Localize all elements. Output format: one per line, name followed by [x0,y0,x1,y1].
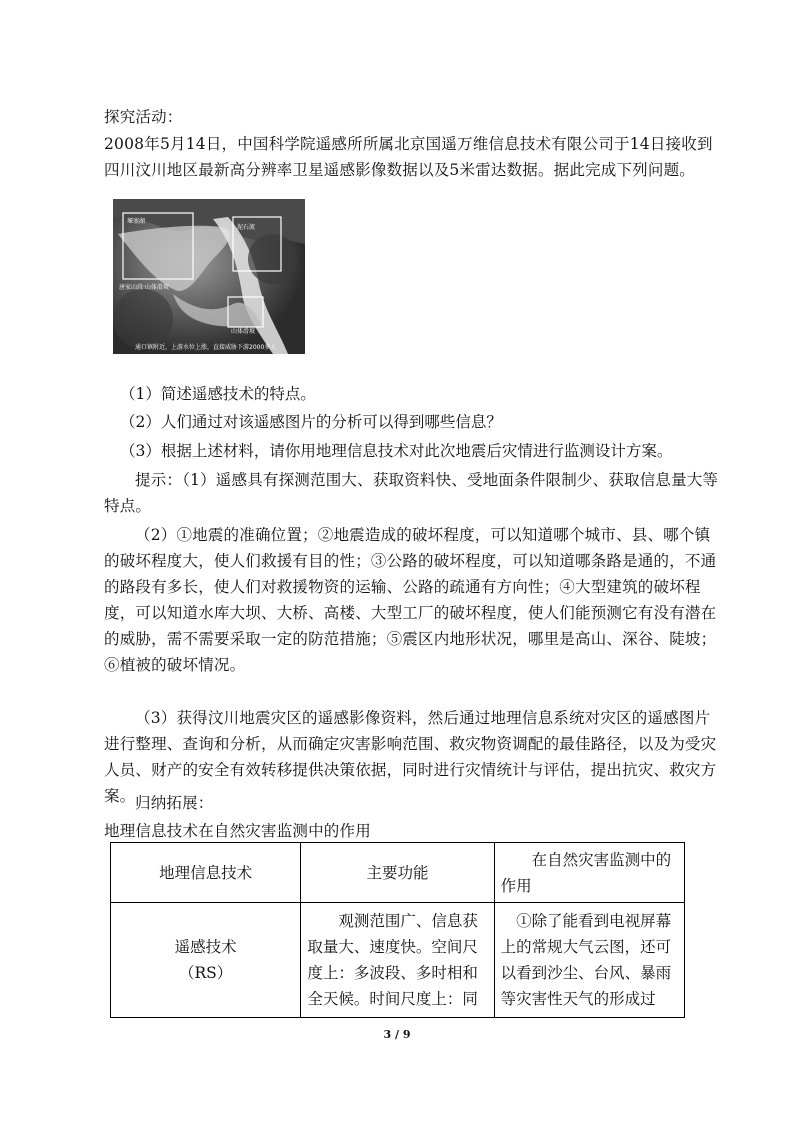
activity-heading: 探究活动： [104,108,183,126]
table-header-row [111,843,685,903]
hint-paragraph: 提示：（1）遥感具有探测范围大、获取资料快、受地面条件限制少、获取信息量大等特点。 [104,471,719,515]
cell-tech-name: 遥感技术 [174,938,237,956]
cell-function-text: 观测范围广、信息获取量大、速度快。空间尺度上：多波段、多时相和全天候。时间尺度上：同 [307,912,478,1008]
cell-role-text: ①除了能看到电视屏幕上的常规大气云图，还可以看到沙尘、台风、暴雨等灾害性天气的形成过 [500,912,672,1008]
table-caption: 地理信息技术在自然灾害监测中的作用 [104,822,371,840]
cell-tech-abbr: （RS） [179,964,233,982]
label-caption: 通口镇附近，上游水位上涨，直接威胁下游2000多人 [135,344,277,351]
cell-role [494,903,684,1018]
summary-heading: 归纳拓展： [135,794,214,812]
table-row [111,903,685,1018]
label-tangjiashan: 唐家山段·山体滑坡 [119,284,169,291]
header-function [301,843,494,903]
question-3: （3）根据上述材料，请你用地理信息技术对此次地震后灾情进行监测设计方案。 [120,442,673,460]
label-landslide: 山体滑坡 [231,328,256,335]
page-number: 3 / 9 [383,1028,411,1041]
header-tech-text: 地理信息技术 [159,863,253,882]
answer-3-paragraph: （3）获得汶川地震灾区的遥感影像资料，然后通过地理信息系统对灾区的遥感图片进行整理、查询和分析，从而确定灾害影响范围、救灾物资调配的最佳路径，以及为受灾人员、财产的安全有效转移提供决策依据，同时进行灾情统计与评估，提出抗灾、救灾方案。 [104,709,717,805]
intro-paragraph: 2008年5月14日，中国科学院遥感所所属北京国遥万维信息技术有限公司于14日接收到四川汶川地区最新高分辨率卫星遥感影像数据以及5米雷达数据。据此完成下列问题。 [104,135,713,179]
gis-functions-table [110,842,685,1018]
header-role-text: 在自然灾害监测中的作用 [500,850,672,895]
cell-tech [111,903,301,1018]
remote-sensing-image [113,199,305,354]
header-role [494,843,684,903]
header-function-text: 主要功能 [366,863,429,882]
label-barrier-lake: 堰塞湖 [127,218,146,225]
question-1: （1）简述遥感技术的特点。 [120,385,316,403]
satellite-image-svg [113,199,305,354]
cell-function [301,903,494,1018]
question-2: （2）人们通过对该遥感图片的分析可以得到哪些信息？ [120,413,502,431]
label-debris-flow: 泥石流 [237,224,256,231]
header-tech [111,843,301,903]
answer-2-paragraph: （2）①地震的准确位置；②地震造成的破坏程度，可以知道哪个城市、县、哪个镇的破坏程度大，使人们救援有目的性；③公路的破坏程度，可以知道哪条路是通的，不通的路段有多长，使人们对救援物资的运输、公路的疏通有方向性；④大型建筑的破坏程度，可以知道水库大坝、大桥、高楼、大型工厂的破坏程度，使人们能预测它有没有潜在的威胁，需不需要采取一定的防范措施；⑤震区内地形状况，哪里是高山、深谷、陡坡；⑥植被的破坏情况。 [104,526,717,674]
